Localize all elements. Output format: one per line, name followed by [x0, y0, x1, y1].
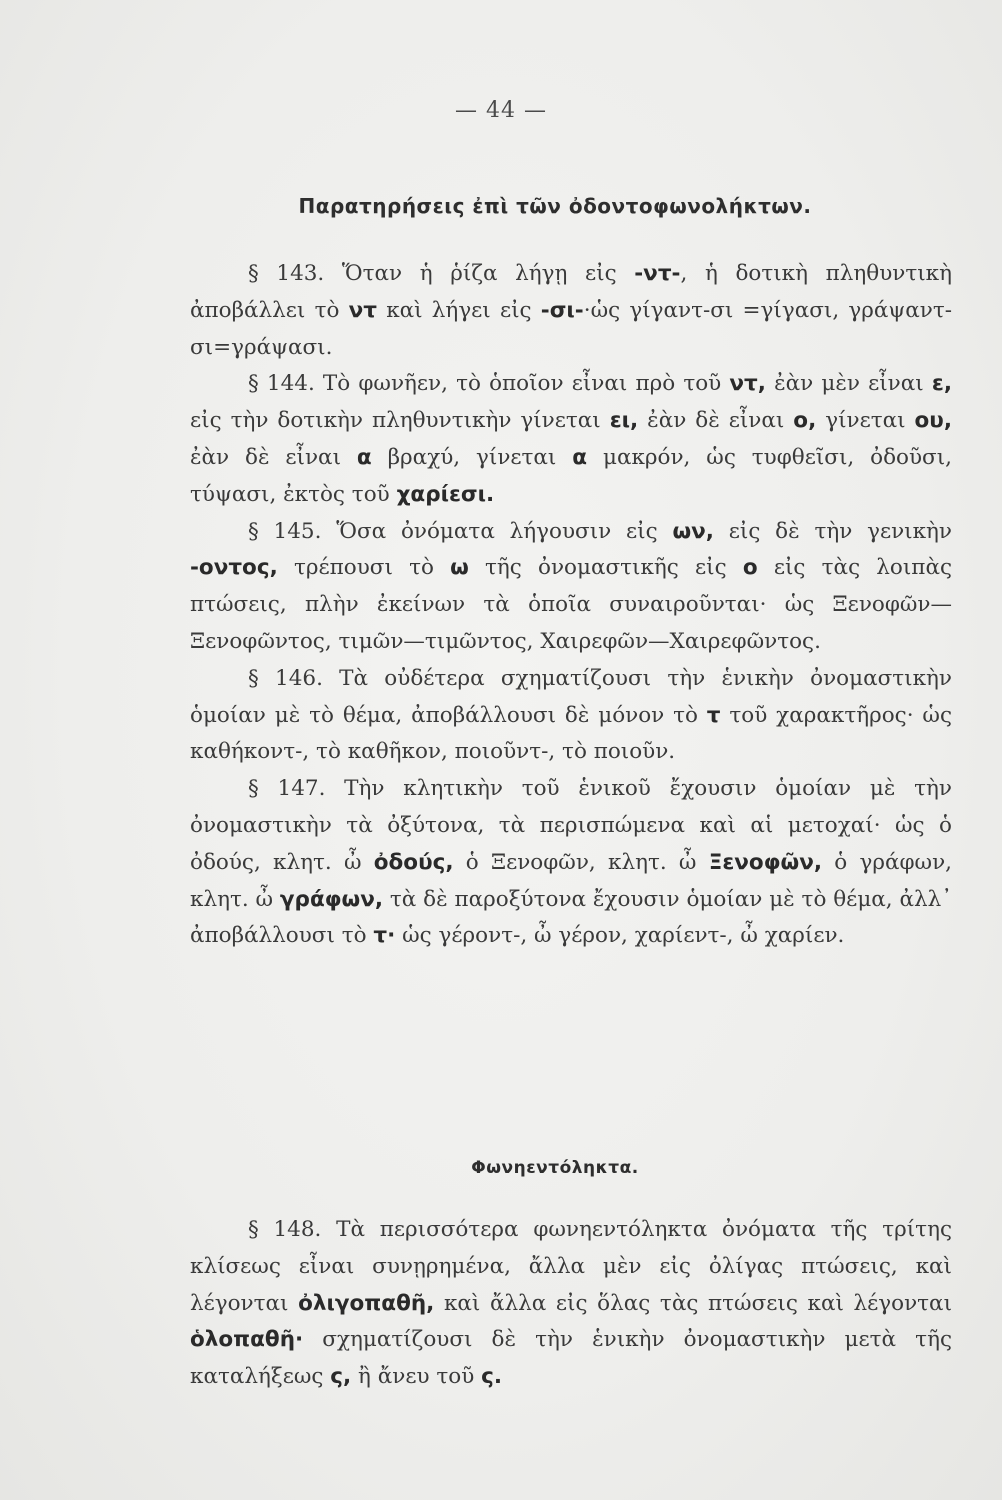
paragraph-144-text-3: εἰς τὴν δοτικὴν πληθυντικὴν γίνεται — [190, 408, 610, 434]
text-block-dental-stems — [190, 256, 952, 955]
paragraph-144-text-5: γίνεται — [816, 408, 915, 434]
paragraph-147-text-3: ὁ γράφων, κλητ. ὦ — [190, 849, 952, 912]
paragraph-144-bold-6: α — [356, 444, 372, 470]
paragraph-144-bold-4: ο, — [793, 408, 817, 434]
paragraph-144-bold-1: ντ, — [729, 371, 766, 397]
paragraph-148-bold-2: ὁλοπαθῆ· — [190, 1327, 304, 1353]
paragraph-143-bold-1: -ντ- — [634, 261, 681, 286]
paragraph-144-text-6: ἐὰν δὲ εἶναι — [190, 444, 357, 470]
paragraph-147-bold-3: γράφων, — [279, 886, 384, 912]
paragraph-144-text-7: βραχύ, γίνεται — [371, 444, 573, 470]
section-heading-dental-stems: Παρατηρήσεις ἐπὶ τῶν ὀδοντοφωνολήκτων. — [298, 194, 812, 218]
paragraph-145 — [190, 514, 952, 661]
paragraph-145-bold-3: ω — [450, 555, 469, 581]
paragraph-147-text-5: ὡς γέροντ-, ὦ γέρον, χαρίεντ-, ὦ χαρίεν. — [395, 923, 845, 949]
paragraph-145-text-3: τρέπουσι τὸ — [277, 555, 451, 581]
paragraph-143-text-3: καὶ λήγει εἰς — [377, 297, 541, 323]
paragraph-144-text-4: ἐὰν δὲ εἶναι — [638, 408, 794, 434]
paragraph-144-bold-8: χαρίεσι. — [396, 481, 495, 507]
paragraph-146-text-1: § 146. Τὰ οὐδέτερα σχηματίζουσι τὴν ἑνικὴν ὀνομαστικὴν ὁμοίαν μὲ τὸ θέμα, ἀποβάλλουσι δὲ μόνον τὸ — [190, 665, 952, 728]
paragraph-144 — [190, 366, 952, 513]
paragraph-148-bold-4: ς. — [481, 1364, 503, 1390]
paragraph-145-text-5: εἰς τὰς λοιπὰς πτώσεις, πλὴν ἐκείνων τὰ ὁποῖα συναιροῦνται· ὡς Ξενοφῶν—Ξενοφῶντος, τιμῶν—τιμῶντος, Χαιρεφῶν—Χαιρεφῶντος. — [190, 555, 952, 654]
text-block-vowel-stems — [190, 1212, 952, 1396]
paragraph-148-text-1: § 148. Τὰ περισσότερα φωνηεντόληκτα ὀνόματα τῆς τρίτης κλίσεως εἶναι συνῃρημένα, ἄλλα μὲν εἰς ὀλίγας πτώσεις, καὶ λέγονται — [190, 1217, 952, 1316]
paragraph-143-text-2: , ἡ δοτικὴ πληθυντικὴ ἀποβάλλει τὸ — [190, 261, 952, 323]
paragraph-148-text-2: καὶ ἄλλα εἰς ὅλας τὰς πτώσεις καὶ λέγονται — [434, 1290, 953, 1316]
paragraph-148-text-3: σχηματίζουσι δὲ τὴν ἑνικὴν ὀνομαστικὴν μετὰ τῆς καταλήξεως — [190, 1327, 952, 1390]
paragraph-145-bold-1: ων, — [672, 518, 714, 544]
paragraph-147-text-4: τὰ δὲ παροξύτονα ἔχουσιν ὁμοίαν μὲ τὸ θέμα, ἀλλ᾽ ἀποβάλλουσι τὸ — [190, 886, 953, 949]
paragraph-144-bold-5: ου, — [914, 408, 952, 434]
paragraph-147-bold-4: τ· — [373, 923, 396, 949]
paragraph-145-bold-4: ο — [742, 555, 758, 581]
paragraph-143-bold-2: ντ — [348, 297, 377, 323]
paragraph-144-bold-7: α — [572, 444, 588, 470]
paragraph-146-bold-1: τ — [706, 702, 721, 728]
paragraph-145-text-1: § 145. Ὅσα ὀνόματα λήγουσιν εἰς — [248, 518, 673, 544]
paragraph-146 — [190, 661, 952, 771]
paragraph-146-text-2: τοῦ χαρακτῆρος· ὡς καθήκοντ-, τὸ καθῆκον, ποιοῦντ-, τὸ ποιοῦν. — [190, 702, 952, 765]
page-number: — 44 — — [455, 98, 547, 123]
paragraph-144-bold-2: ε, — [931, 371, 952, 397]
paragraph-148 — [190, 1212, 952, 1396]
paragraph-144-text-8: μακρόν, ὡς τυφθεῖσι, ὀδοῦσι, τύψασι, ἐκτὸς τοῦ — [190, 444, 952, 507]
paragraph-145-bold-2: -οντος, — [190, 555, 278, 581]
paragraph-143-text-4: ·ὡς γίγαντ-σι =γίγασι, γράψαντ-σι=γράψασι. — [190, 297, 952, 360]
paragraph-143-text-1: § 143. Ὅταν ἡ ῥίζα λήγῃ εἰς — [248, 261, 635, 286]
paragraph-143-bold-3: -σι- — [540, 297, 584, 323]
paragraph-148-text-4: ἢ ἄνευ τοῦ — [351, 1364, 482, 1390]
paragraph-148-bold-3: ς, — [330, 1364, 352, 1390]
paragraph-147-text-1: § 147. Τὴν κλητικὴν τοῦ ἑνικοῦ ἔχουσιν ὁμοίαν μὲ τὴν ὀνομαστικὴν τὰ ὀξύτονα, τὰ περισπώμενα καὶ αἱ μετοχαί· ὡς ὁ ὀδούς, κλητ. ὦ — [190, 776, 952, 875]
paragraph-147-bold-2: Ξενοφῶν, — [708, 849, 823, 875]
paragraph-147 — [190, 771, 952, 955]
paragraph-147-bold-1: ὀδούς, — [373, 849, 454, 875]
paragraph-144-text-1: § 144. Τὸ φωνῆεν, τὸ ὁποῖον εἶναι πρὸ τοῦ — [248, 371, 730, 397]
paragraph-144-text-2: ἐὰν μὲν εἶναι — [765, 371, 932, 397]
paragraph-147-text-2: ὁ Ξενοφῶν, κλητ. ὦ — [453, 849, 709, 875]
paragraph-145-text-4: τῆς ὀνομαστικῆς εἰς — [468, 555, 743, 581]
paragraph-143 — [190, 256, 952, 366]
paragraph-145-text-2: εἰς δὲ τὴν γενικὴν — [713, 518, 952, 544]
section-heading-vowel-stems: Φωνηεντόληκτα. — [471, 1158, 639, 1178]
paragraph-148-bold-1: ὀλιγοπαθῆ, — [298, 1290, 435, 1316]
paragraph-144-bold-3: ει, — [609, 408, 639, 434]
